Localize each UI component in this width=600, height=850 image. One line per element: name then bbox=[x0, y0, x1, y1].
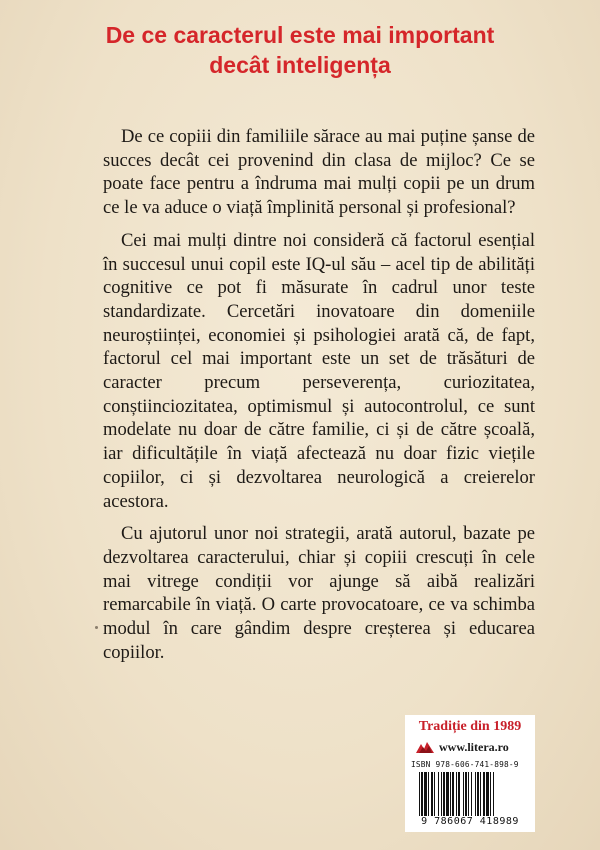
barcode-bar bbox=[450, 772, 451, 816]
barcode-bar bbox=[465, 772, 467, 816]
barcode-bar bbox=[486, 772, 489, 816]
barcode-bar bbox=[443, 772, 445, 816]
blurb-paragraph-3: Cu ajutorul unor noi strategii, arată autorul, bazate pe dezvoltarea caracterului, chiar și copiii crescuți în cele mai vitrege condiții vor ajunge să aibă realizări remarcabile în viață. O carte provocatoare, ce va schimba modul în care gândim despre creșterea și educarea copiilor. bbox=[103, 523, 535, 663]
title-line-2: decât inteligența bbox=[209, 52, 391, 78]
barcode-bar bbox=[477, 772, 479, 816]
publisher-badge bbox=[405, 715, 535, 832]
litera-flame-logo-icon bbox=[415, 740, 435, 754]
barcode-bar bbox=[446, 772, 449, 816]
barcode-bar bbox=[480, 772, 481, 816]
barcode-bar bbox=[421, 772, 423, 816]
barcode-bar bbox=[428, 772, 429, 816]
publisher-slogan: Tradiție din 1989 bbox=[418, 719, 522, 734]
blurb-paragraph-1: De ce copiii din familiile sărace au mai puține șanse de succes decât cei provenind din clasa de mijloc? Ce se poate face pentru a îndruma mai mulți copii pe un drum ce le va aduce o viață împlinită personal și profesional? bbox=[103, 126, 535, 219]
title-line-1: De ce caracterul este mai important bbox=[105, 22, 495, 48]
barcode-bar bbox=[471, 772, 472, 816]
barcode-bar bbox=[419, 772, 420, 816]
speck bbox=[95, 626, 98, 629]
barcode-bar bbox=[431, 772, 433, 816]
barcode-bar bbox=[490, 772, 491, 816]
publisher-logo bbox=[415, 739, 527, 755]
barcode bbox=[417, 772, 527, 816]
blurb-paragraph-2: Cei mai mulți dintre noi consideră că factorul esențial în succesul unui copil este IQ-ul său – acel tip de abilități cognitive ce pot fi măsurate în cadrul unor teste standardizate. Cercetări inovatoare din domeniile neuroștiinței, economiei și psihologiei arată că, de fapt, factorul cel mai important este un set de trăsături de caracter precum perseverența, curiozitatea, conștiinciozitatea, optimismul și autocontrolul, ce sunt modelate nu doar de către familie, ci și de către școală, iar dificultățile în viață afectează nu doar fizic viețile copiilor, ci și dezvoltarea neurologică a creierelor acestora. bbox=[103, 229, 535, 512]
barcode-bar bbox=[441, 772, 442, 816]
barcode-bar bbox=[434, 772, 435, 816]
barcode-bar bbox=[483, 772, 485, 816]
barcode-bar bbox=[456, 772, 457, 816]
barcode-bar bbox=[463, 772, 464, 816]
barcode-digits: 9 786067 418989 bbox=[421, 816, 519, 827]
isbn-text: ISBN 978-606-741-898-9 bbox=[411, 760, 519, 769]
barcode-bar bbox=[493, 772, 494, 816]
blurb-text bbox=[103, 125, 535, 673]
barcode-bar bbox=[452, 772, 454, 816]
barcode-bar bbox=[424, 772, 427, 816]
barcode-bar bbox=[458, 772, 460, 816]
publisher-website[interactable]: www.litera.ro bbox=[439, 739, 509, 754]
barcode-bar bbox=[475, 772, 476, 816]
barcode-bar bbox=[438, 772, 439, 816]
barcode-bar bbox=[468, 772, 469, 816]
cover-title bbox=[60, 20, 540, 80]
